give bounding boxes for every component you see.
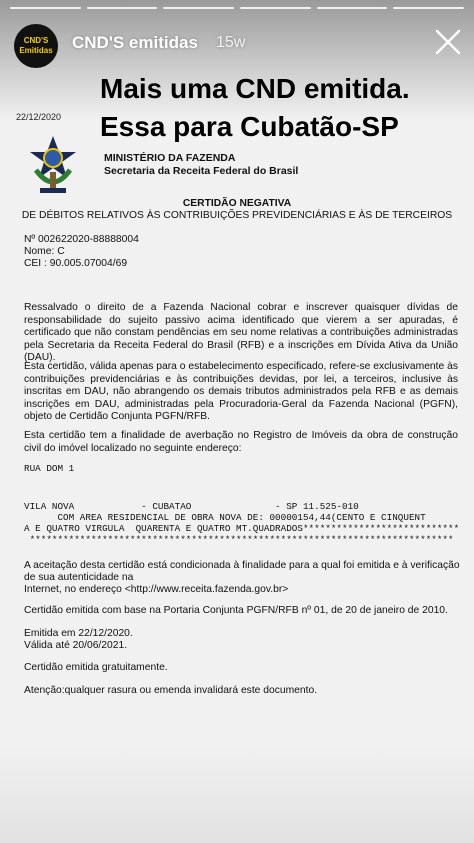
story-time-ago: 15w [216,34,246,51]
secretariat-name: Secretaria da Receita Federal do Brasil [104,165,299,177]
progress-segment [240,7,311,9]
work-area-line-1: COM AREA RESIDENCIAL DE OBRA NOVA DE: 00000154,44(CENTO E CINQUENT [24,512,426,523]
close-icon[interactable] [432,26,464,58]
caption-line-2: Essa para Cubatão-SP [100,111,399,142]
paragraph-4-line-2: de sua autenticidade na [24,572,134,583]
paragraph-2: Esta certidão, válida apenas para o estabelecimento especificado, refere-se exclusivamente às contribuições previdenciárias e às contribuições devidas, por lei, a terceiros, inclusive às inscritas em DAU, não abrangendo os demais tributos administrados pela RFB e as demais inscrições em DAU, administradas pela Procuradoria-Geral da Fazenda Nacional (PGFN), objeto de Certidão Conjunta PGFN/RFB. [24,361,458,422]
progress-segment [317,7,388,9]
caption-line-1: Mais uma CND emitida. [100,73,410,104]
paragraph-4-line-1: A aceitação desta certidão está condicionada à finalidade para a qual foi emitida e à verificação [24,560,460,571]
ministry-name: MINISTÉRIO DA FAZENDA [104,152,236,164]
work-area-line-3: **************************************************************************** [24,534,454,545]
ministry-header [104,152,298,178]
avatar-text: Emitidas [19,46,53,55]
issued-date: Emitida em 22/12/2020. [24,628,133,639]
paragraph-4-line-3: Internet, no endereço <http://www.receita.fazenda.gov.br> [24,584,289,595]
work-area-line-2: A E QUATRO VIRGULA QUARENTA E QUATRO MT.QUADRADOS**************************** [24,523,460,534]
certificate-number: Nº 002622020-88888004 [24,234,139,245]
warning-note: Atenção:qualquer rasura ou emenda invalidará este documento. [24,685,318,696]
valid-until: Válida até 20/06/2021. [24,640,128,651]
document-date: 22/12/2020 [16,112,62,122]
taxpayer-name: Nome: C [24,246,65,257]
paragraph-3: Esta certidão tem a finalidade de averbação no Registro de Imóveis da obra de construção civil do imóvel localizado no seguinte endereço: [24,430,458,454]
certificate-title: CERTIDÃO NEGATIVA [182,198,292,209]
progress-segment [87,7,158,9]
progress-segment [393,7,464,9]
paragraph-1: Ressalvado o direito de a Fazenda Nacional cobrar e inscrever quaisquer dívidas de responsabilidade do sujeito passivo acima identificado que vierem a ser apuradas, é certificado que não constam pendências em seu nome relativas a contribuições administradas pela Secretaria da Receita Federal do Brasil (RFB) e a inscrições em Dívida Ativa da União (DAU). [24,302,458,363]
paragraph-5: Certidão emitida com base na Portaria Conjunta PGFN/RFB nº 01, de 20 de janeiro de 2010. [24,605,448,616]
progress-segment [10,7,81,9]
avatar-text: CND'S [23,36,49,45]
bottom-area [0,744,474,843]
progress-segment [163,7,234,9]
free-issue-note: Certidão emitida gratuitamente. [24,662,168,673]
address-street: RUA DOM 1 [24,463,75,474]
profile-avatar[interactable] [14,24,58,68]
brazil-coat-of-arms-icon [28,134,78,196]
address-line: VILA NOVA - CUBATAO - SP 11.525-010 [24,501,359,512]
cei-number: CEI : 90.005.07004/69 [24,258,128,269]
profile-username[interactable]: CND'S emitidas [72,33,198,52]
story-progress-bar [10,7,464,9]
story-caption [100,70,470,146]
certificate-subtitle: DE DÉBITOS RELATIVOS ÀS CONTRIBUIÇÕES PREVIDENCIÁRIAS E ÀS DE TERCEIROS [21,210,453,221]
certificate-document [0,104,474,744]
